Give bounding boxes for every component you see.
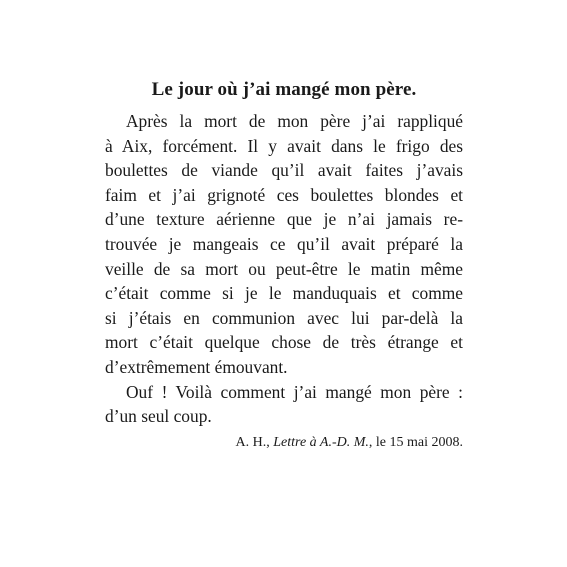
paragraph-2 [105,380,463,429]
document-title: Le jour où j’ai mangé mon père. [151,79,417,100]
signature-date: , le 15 mai 2008. [368,434,463,450]
paragraph-1-line: à Aix, forcément. Il y avait dans le frigo des [105,135,463,156]
paragraph-2-line: d’un seul coup. [105,406,212,427]
paragraph-1-line: c’était comme si je le manduquais et comme [105,283,463,304]
paragraph-1 [105,109,463,380]
signature-work-title: Lettre à A.-D. M. [273,434,369,450]
document-page [105,78,463,453]
paragraph-1-line: si j’étais en communion avec lui par-delà la [105,307,463,328]
paragraph-2-line: Ouf ! Voilà comment j’ai mangé mon père : [126,381,463,402]
paragraph-1-line: veille de sa mort ou peut-être le matin même [105,258,463,279]
signature-author: A. H., [235,434,274,450]
paragraph-1-line: boulettes de viande qu’il avait faites j’avais [105,160,463,181]
paragraph-1-line: d’une texture aérienne que je n’ai jamais re- [105,209,463,230]
paragraph-1-line: trouvée je mangeais ce qu’il avait préparé la [105,233,463,254]
signature-line [105,433,463,453]
paragraph-1-line: faim et j’ai grignoté ces boulettes blondes et [105,184,463,205]
paragraph-1-line: Après la mort de mon père j’ai rappliqué [126,111,463,131]
paragraph-1-line: d’extrêmement émouvant. [105,356,288,377]
paragraph-1-line: mort c’était quelque chose de très étrange et [105,332,463,353]
